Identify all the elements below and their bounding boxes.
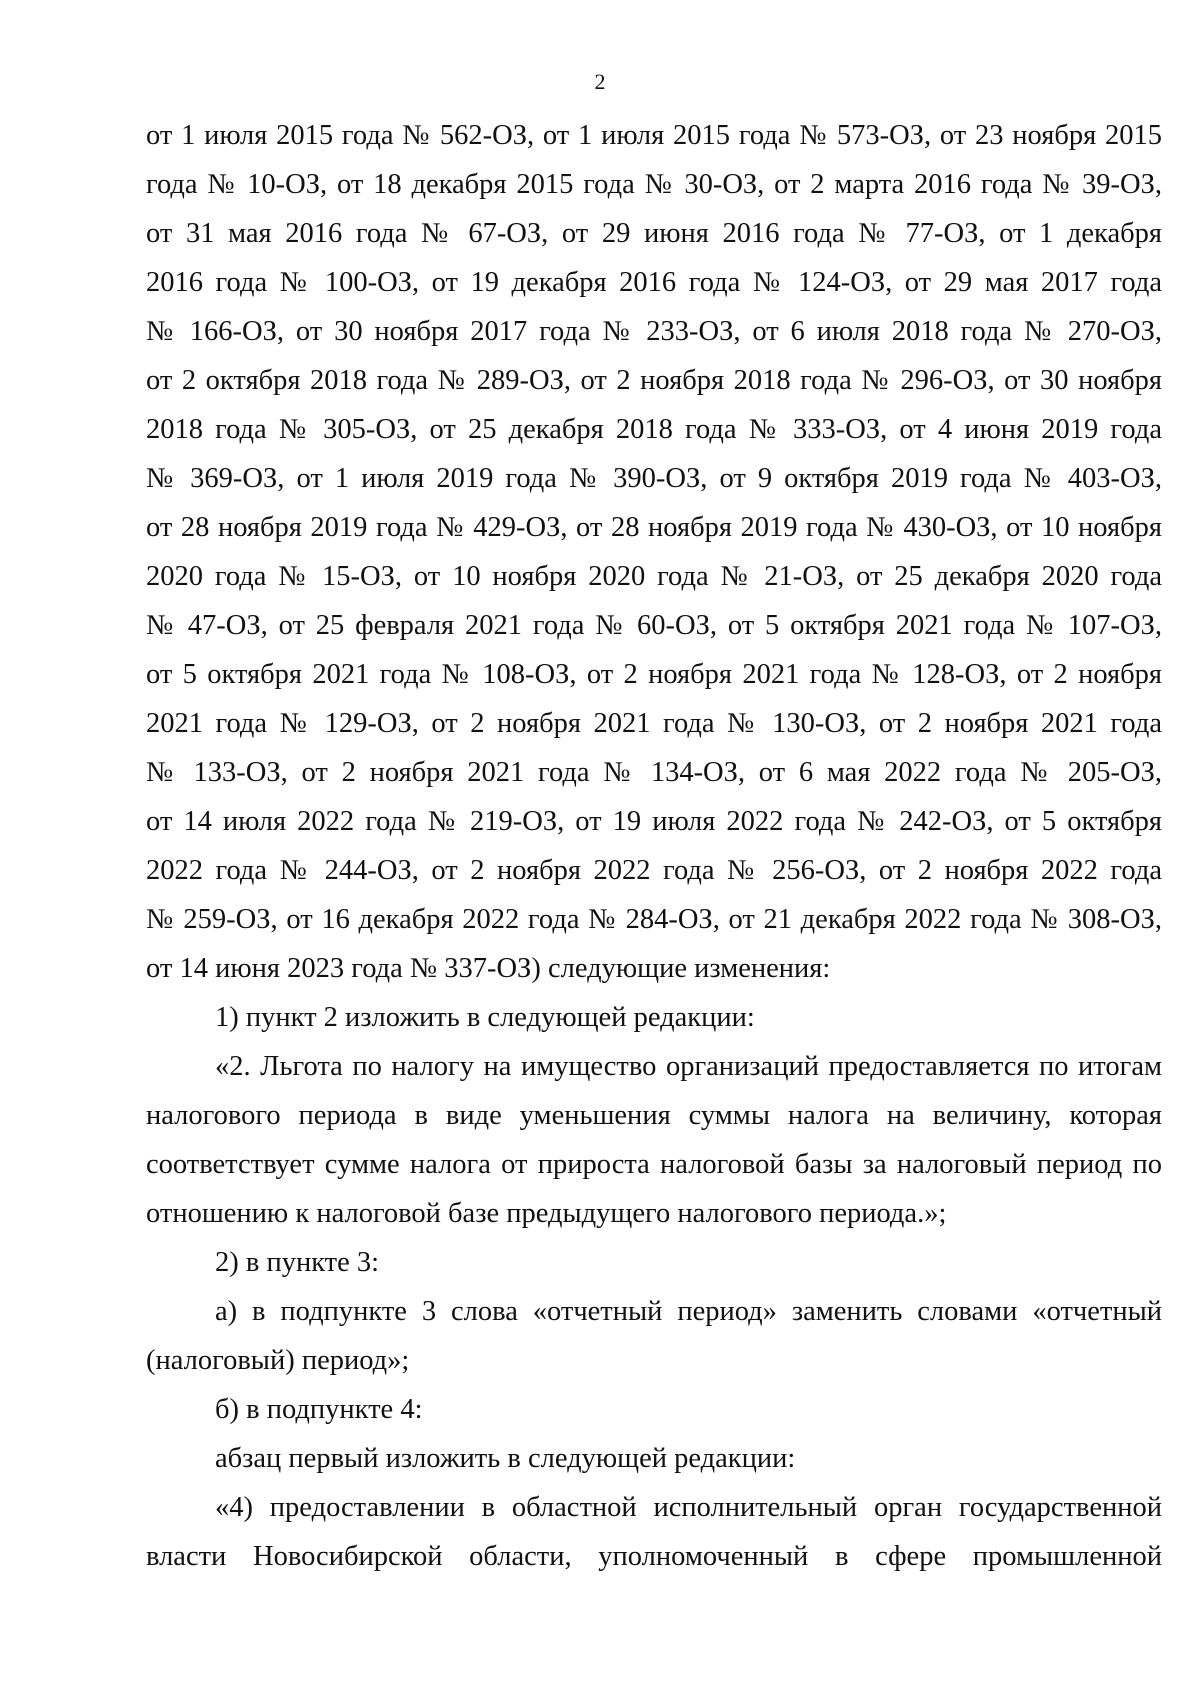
text-line: налогового периода в виде уменьшения суммы налога на величину, которая — [146, 1100, 1162, 1131]
text-line: 2016 года № 100-ОЗ, от 19 декабря 2016 года № 124-ОЗ, от 29 мая 2017 года — [146, 267, 1162, 298]
text-line: (налоговый) период»; — [146, 1345, 410, 1376]
text-line: от 5 октября 2021 года № 108-ОЗ, от 2 ноября 2021 года № 128-ОЗ, от 2 ноября — [146, 659, 1162, 690]
text-line: «2. Льгота по налогу на имущество организаций предоставляется по итогам — [215, 1051, 1162, 1082]
text-line: а) в подпункте 3 слова «отчетный период» заменить словами «отчетный — [215, 1296, 1162, 1327]
text-line: «4) предоставлении в областной исполнительный орган государственной — [215, 1492, 1162, 1523]
text-line: от 1 июля 2015 года № 562-ОЗ, от 1 июля 2015 года № 573-ОЗ, от 23 ноября 2015 — [146, 120, 1162, 151]
text-line: 2021 года № 129-ОЗ, от 2 ноября 2021 года № 130-ОЗ, от 2 ноября 2021 года — [146, 708, 1162, 739]
text-line: года № 10-ОЗ, от 18 декабря 2015 года № 30-ОЗ, от 2 марта 2016 года № 39-ОЗ, — [146, 169, 1162, 200]
page-number: 2 — [594, 69, 606, 94]
text-line: 2022 года № 244-ОЗ, от 2 ноября 2022 года № 256-ОЗ, от 2 ноября 2022 года — [146, 855, 1162, 886]
text-line: № 369-ОЗ, от 1 июля 2019 года № 390-ОЗ, от 9 октября 2019 года № 403-ОЗ, — [146, 463, 1162, 494]
text-line: от 31 мая 2016 года № 67-ОЗ, от 29 июня 2016 года № 77-ОЗ, от 1 декабря — [146, 218, 1162, 249]
text-line: от 2 октября 2018 года № 289-ОЗ, от 2 ноября 2018 года № 296-ОЗ, от 30 ноября — [146, 365, 1162, 396]
text-line: № 166-ОЗ, от 30 ноября 2017 года № 233-ОЗ, от 6 июля 2018 года № 270-ОЗ, — [146, 316, 1162, 347]
text-line: соответствует сумме налога от прироста налоговой базы за налоговый период по — [146, 1149, 1162, 1180]
document-body — [146, 111, 1162, 1581]
text-line: 2018 года № 305-ОЗ, от 25 декабря 2018 года № 333-ОЗ, от 4 июня 2019 года — [146, 414, 1162, 445]
text-line: от 28 ноября 2019 года № 429-ОЗ, от 28 ноября 2019 года № 430-ОЗ, от 10 ноября — [146, 512, 1162, 543]
text-line: 1) пункт 2 изложить в следующей редакции: — [215, 1002, 755, 1033]
text-line: № 259-ОЗ, от 16 декабря 2022 года № 284-ОЗ, от 21 декабря 2022 года № 308-ОЗ, — [146, 904, 1162, 935]
text-line: № 47-ОЗ, от 25 февраля 2021 года № 60-ОЗ, от 5 октября 2021 года № 107-ОЗ, — [146, 610, 1162, 641]
text-line: власти Новосибирской области, уполномоченный в сфере промышленной — [146, 1541, 1162, 1572]
text-line: 2020 года № 15-ОЗ, от 10 ноября 2020 года № 21-ОЗ, от 25 декабря 2020 года — [146, 561, 1162, 592]
text-line: отношению к налоговой базе предыдущего налогового периода.»; — [146, 1198, 947, 1229]
text-line: № 133-ОЗ, от 2 ноября 2021 года № 134-ОЗ, от 6 мая 2022 года № 205-ОЗ, — [146, 757, 1162, 788]
text-line: от 14 июля 2022 года № 219-ОЗ, от 19 июля 2022 года № 242-ОЗ, от 5 октября — [146, 806, 1162, 837]
text-line: абзац первый изложить в следующей редакции: — [215, 1443, 796, 1474]
text-line: б) в подпункте 4: — [215, 1394, 423, 1425]
text-line: 2) в пункте 3: — [215, 1247, 380, 1278]
text-line: от 14 июня 2023 года № 337-ОЗ) следующие изменения: — [146, 953, 831, 984]
